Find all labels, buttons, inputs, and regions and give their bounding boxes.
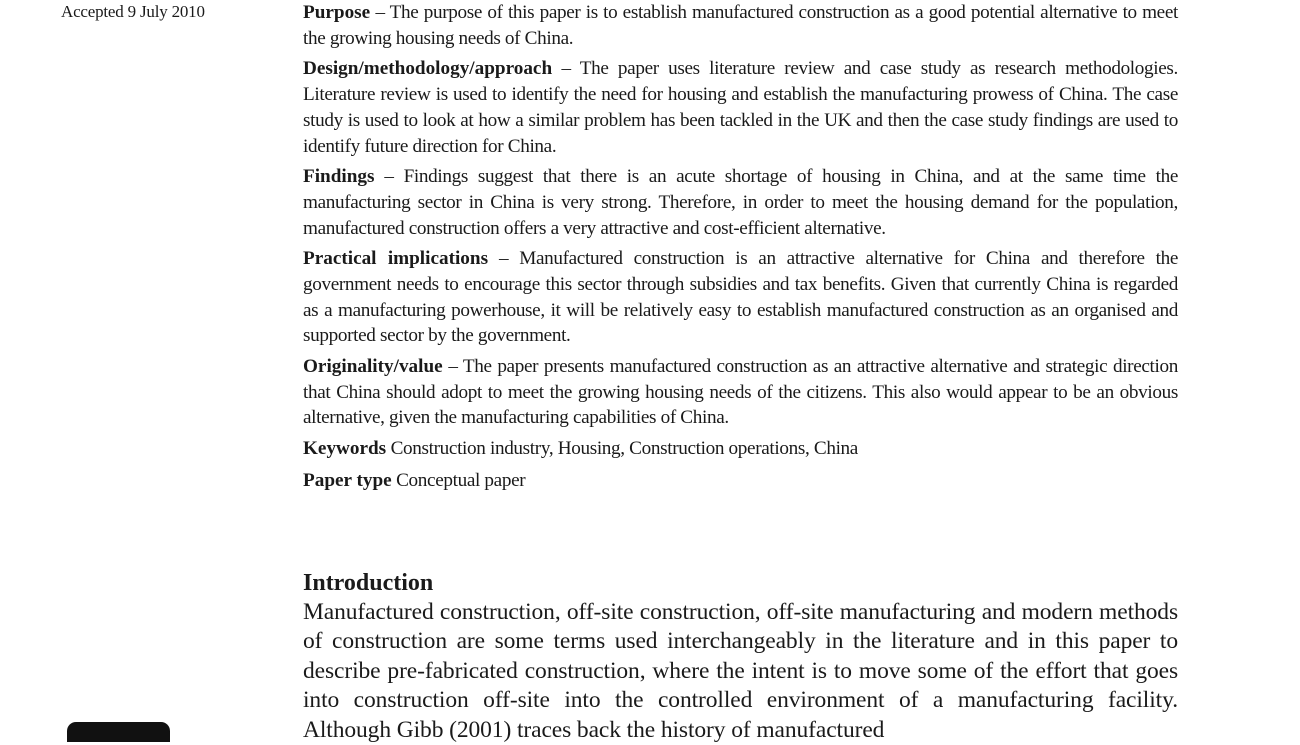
abstract-implications xyxy=(303,246,1178,349)
structured-abstract xyxy=(303,0,1178,498)
received-date-note: Accepted 9 July 2010 xyxy=(61,2,205,21)
abstract-originality xyxy=(303,354,1178,431)
page-corner-tab xyxy=(67,722,170,742)
keywords-text: Construction industry, Housing, Construction operations, China xyxy=(386,437,858,459)
findings-label: Findings xyxy=(303,165,375,187)
abstract-paper-type xyxy=(303,468,1178,494)
introduction-paragraph: Manufactured construction, off-site construction, off-site manufacturing and modern methods of construction are some terms used interchangeably in the literature and in this paper to describe pre-fabricated construction, where the intent is to move some of the effort that goes into construction off-site into the controlled environment of a manufacturing facility. Although Gibb (2001) traces back the history of manufactured xyxy=(303,599,1178,743)
originality-text: – The paper presents manufactured construction as an attractive alternative and strategic direction that China should adopt to meet the growing housing needs of the citizens. This also would appear to be an obvious alternative, given the manufacturing capabilities of China. xyxy=(303,355,1178,429)
design-text: – The paper uses literature review and case study as research methodologies. Literature review is used to identify the need for housing and establish the manufacturing prowess of China. The case study is used to look at how a similar problem has been tackled in the UK and then the case study findings are used to identify future direction for China. xyxy=(303,58,1178,157)
findings-text: – Findings suggest that there is an acute shortage of housing in China, and at the same time the manufacturing sector in China is very strong. Therefore, in order to meet the housing demand for the population, manufactured construction offers a very attractive and cost-efficient alternative. xyxy=(303,165,1178,239)
implications-text: – Manufactured construction is an attractive alternative for China and therefore the government needs to encourage this sector through subsidies and tax benefits. Given that currently China is regarded as a manufacturing powerhouse, it will be relatively easy to establish manufactured construction as an organised and supported sector by the government. xyxy=(303,247,1179,347)
originality-label: Originality/value xyxy=(303,355,443,377)
keywords-label: Keywords xyxy=(303,437,387,459)
implications-label: Practical implications xyxy=(303,247,489,269)
paper-type-text: Conceptual paper xyxy=(391,469,526,491)
paper-type-label: Paper type xyxy=(303,469,392,491)
abstract-keywords xyxy=(303,436,1178,462)
introduction-heading: Introduction xyxy=(303,570,434,596)
design-label: Design/methodology/approach xyxy=(303,58,553,80)
abstract-purpose xyxy=(303,0,1178,52)
purpose-label: Purpose xyxy=(303,2,371,23)
purpose-text: – The purpose of this paper is to establish manufactured construction as a good potential alternative to meet the growing housing needs of China. xyxy=(303,2,1178,49)
abstract-findings xyxy=(303,164,1178,241)
abstract-design xyxy=(303,56,1178,159)
